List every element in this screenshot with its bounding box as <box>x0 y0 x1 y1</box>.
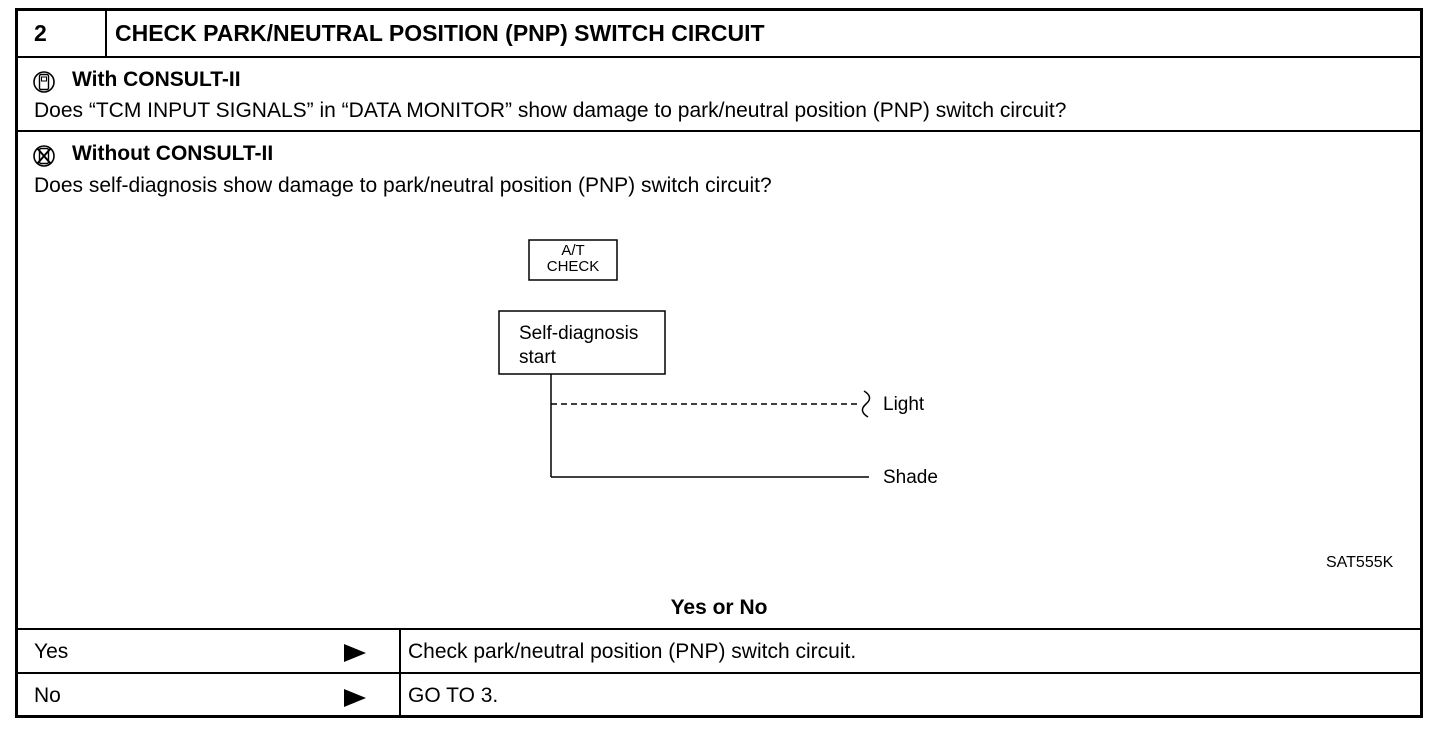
decision-middle-rule <box>18 672 1420 674</box>
light-label: Light <box>883 394 925 415</box>
shade-label: Shade <box>883 467 938 488</box>
answer-yes: Yes <box>34 640 69 663</box>
action-yes: Check park/neutral position (PNP) switch circuit. <box>408 640 857 663</box>
arrow-right-icon <box>342 687 368 709</box>
yes-or-no-prompt: Yes or No <box>670 596 768 619</box>
at-check-label-line2: CHECK <box>546 258 600 275</box>
arrow-right-icon <box>342 642 368 664</box>
self-diagnosis-label-line1: Self-diagnosis <box>519 323 639 344</box>
step-title: CHECK PARK/NEUTRAL POSITION (PNP) SWITCH CIRCUIT <box>115 20 765 46</box>
no-consult-question: Does self-diagnosis show damage to park/neutral position (PNP) switch circuit? <box>34 174 772 197</box>
diagram-lines <box>18 11 1420 571</box>
light-squiggle <box>862 391 869 417</box>
action-no: GO TO 3. <box>408 684 499 707</box>
decision-top-rule <box>18 628 1420 630</box>
consult-question: Does “TCM INPUT SIGNALS” in “DATA MONITOR” show damage to park/neutral position (PNP) switch circuit? <box>34 99 1067 122</box>
answer-no: No <box>34 684 61 707</box>
step-number: 2 <box>34 20 47 46</box>
no-consult-heading: Without CONSULT-II <box>72 142 274 165</box>
decision-column-divider <box>399 628 401 718</box>
diagnostic-step-table <box>15 8 1423 718</box>
self-diagnosis-label-line2: start <box>519 347 556 368</box>
at-check-label-line1: A/T <box>561 242 585 259</box>
figure-id: SAT555K <box>1326 554 1394 571</box>
consult-heading: With CONSULT-II <box>72 68 241 91</box>
